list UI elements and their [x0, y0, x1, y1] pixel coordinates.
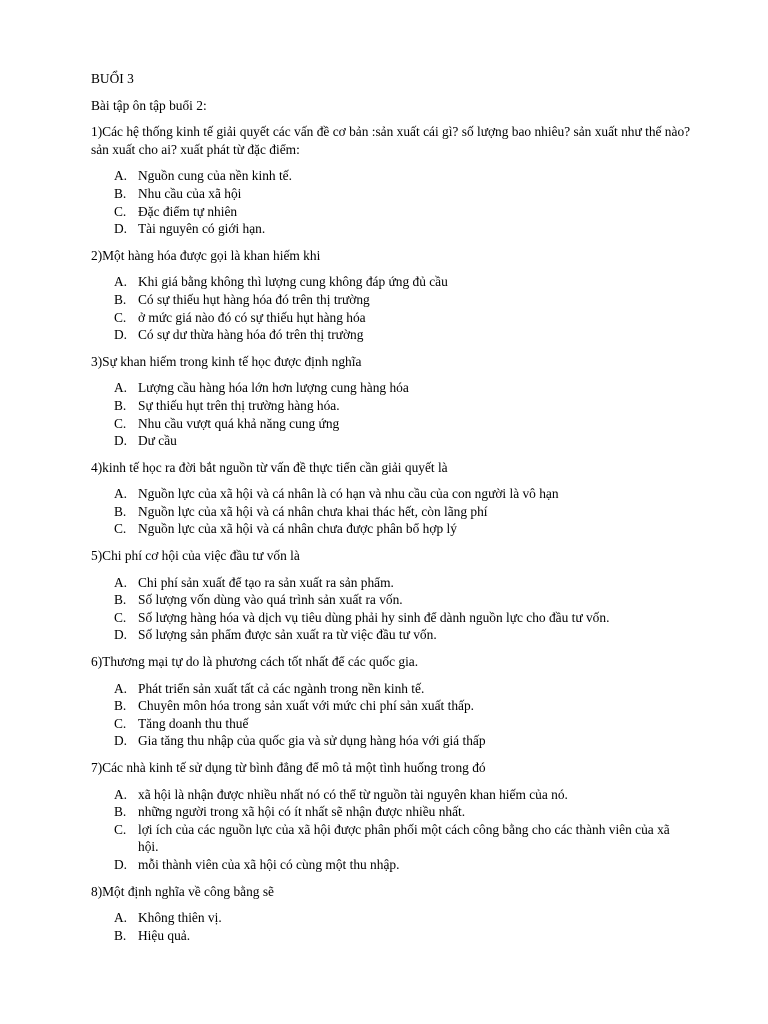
- option-item: [91, 909, 691, 927]
- option-text: những người trong xã hội có ít nhất sẽ nhận được nhiều nhất.: [138, 804, 466, 820]
- option-item: [91, 309, 691, 327]
- option-letter: B.: [114, 927, 127, 943]
- option-item: [91, 291, 691, 309]
- option-letter: C.: [114, 415, 127, 431]
- option-text: Số lượng hàng hóa và dịch vụ tiêu dùng phải hy sinh để dành nguồn lực cho đầu tư vốn.: [138, 609, 610, 625]
- option-list: [91, 786, 691, 874]
- option-letter: A.: [114, 168, 128, 184]
- option-text: Chi phí sản xuất để tạo ra sản xuất ra sản phẩm.: [138, 574, 394, 590]
- option-text: Gia tăng thu nhập của quốc gia và sử dụng hàng hóa với giá thấp: [138, 733, 486, 749]
- option-letter: D.: [114, 627, 128, 643]
- option-text: Tài nguyên có giới hạn.: [138, 221, 266, 237]
- option-item: [91, 697, 691, 715]
- option-letter: C.: [114, 203, 127, 219]
- question-8: 8)Một định nghĩa về công bằng sẽ: [91, 883, 274, 899]
- option-item: [91, 326, 691, 344]
- option-list: [91, 273, 691, 343]
- option-letter: C.: [114, 715, 127, 731]
- option-text: Có sự thiếu hụt hàng hóa đó trên thị trường: [138, 291, 370, 307]
- question-2: 2)Một hàng hóa được gọi là khan hiếm khi: [91, 247, 321, 263]
- option-list: [91, 167, 691, 237]
- option-letter: D.: [114, 433, 128, 449]
- question-6: 6)Thương mại tự do là phương cách tốt nhất để các quốc gia.: [91, 654, 419, 670]
- option-text: Nhu cầu của xã hội: [138, 185, 242, 201]
- option-text: xã hội là nhận được nhiều nhất nó có thể từ nguồn tài nguyên khan hiếm của nó.: [138, 786, 568, 802]
- option-item: [91, 520, 691, 538]
- option-item: [91, 485, 691, 503]
- option-item: [91, 397, 691, 415]
- option-item: [91, 503, 691, 521]
- option-letter: C.: [114, 609, 127, 625]
- option-item: [91, 609, 691, 627]
- option-text: mỗi thành viên của xã hội có cùng một thu nhập.: [138, 856, 400, 872]
- option-text: Có sự dư thừa hàng hóa đó trên thị trường: [138, 327, 364, 343]
- option-letter: B.: [114, 592, 127, 608]
- option-letter: B.: [114, 185, 127, 201]
- option-letter: A.: [114, 910, 128, 926]
- option-letter: D.: [114, 733, 128, 749]
- question-list: [91, 123, 691, 944]
- option-item: [91, 821, 691, 856]
- option-item: [91, 574, 691, 592]
- option-letter: A.: [114, 486, 128, 502]
- option-list: [91, 574, 691, 644]
- option-item: [91, 432, 691, 450]
- option-list: [91, 909, 691, 944]
- option-item: [91, 379, 691, 397]
- option-text: Dư cầu: [138, 433, 177, 449]
- option-text: Tăng doanh thu thuế: [138, 715, 249, 731]
- option-text: Số lượng sản phẩm được sản xuất ra từ việc đầu tư vốn.: [138, 627, 437, 643]
- option-item: [91, 856, 691, 874]
- option-letter: A.: [114, 680, 128, 696]
- option-item: [91, 680, 691, 698]
- option-text: Số lượng vốn dùng vào quá trình sản xuất ra vốn.: [138, 592, 403, 608]
- option-letter: C.: [114, 309, 127, 325]
- option-text: Hiệu quả.: [138, 927, 191, 943]
- option-list: [91, 379, 691, 449]
- option-letter: C.: [114, 521, 127, 537]
- option-letter: B.: [114, 698, 127, 714]
- option-text: Nhu cầu vượt quá khả năng cung ứng: [138, 415, 340, 431]
- question-3: 3)Sự khan hiếm trong kinh tế học được định nghĩa: [91, 353, 362, 369]
- document-page: [91, 70, 691, 953]
- option-text: Lượng cầu hàng hóa lớn hơn lượng cung hàng hóa: [138, 380, 409, 396]
- option-text: Nguồn lực của xã hội và cá nhân là có hạn và nhu cầu của con người là vô hạn: [138, 486, 559, 502]
- option-letter: D.: [114, 221, 128, 237]
- option-item: [91, 927, 691, 945]
- option-item: [91, 167, 691, 185]
- option-letter: B.: [114, 397, 127, 413]
- option-list: [91, 485, 691, 538]
- option-text: lợi ích của các nguồn lực của xã hội được phân phối một cách công bằng cho các thành viên của xã hội.: [138, 821, 670, 855]
- question-5: 5)Chi phí cơ hội của việc đầu tư vốn là: [91, 548, 300, 564]
- option-text: Khi giá bằng không thì lượng cung không đáp ứng đủ cầu: [138, 274, 448, 290]
- option-item: [91, 626, 691, 644]
- document-title: BUỔI 3: [91, 71, 134, 86]
- option-text: Sự thiếu hụt trên thị trường hàng hóa.: [138, 397, 340, 413]
- option-text: Chuyên môn hóa trong sản xuất với mức chi phí sản xuất thấp.: [138, 698, 475, 714]
- option-item: [91, 273, 691, 291]
- option-letter: B.: [114, 804, 127, 820]
- option-item: [91, 203, 691, 221]
- option-item: [91, 732, 691, 750]
- option-item: [91, 415, 691, 433]
- option-text: Nguồn lực của xã hội và cá nhân chưa được phân bổ hợp lý: [138, 521, 457, 537]
- option-text: Nguồn lực của xã hội và cá nhân chưa khai thác hết, còn lãng phí: [138, 503, 488, 519]
- question-1: 1)Các hệ thống kinh tế giải quyết các vấn đề cơ bản :sản xuất cái gì? số lượng bao nhiêu? sản xuất như thế nào? sản xuất cho ai? xuất phát từ đặc điểm:: [91, 124, 691, 157]
- option-letter: B.: [114, 503, 127, 519]
- option-item: [91, 803, 691, 821]
- option-letter: A.: [114, 274, 128, 290]
- option-item: [91, 185, 691, 203]
- option-text: Đặc điểm tự nhiên: [138, 203, 238, 219]
- option-text: Không thiên vị.: [138, 910, 222, 926]
- option-item: [91, 220, 691, 238]
- option-letter: D.: [114, 327, 128, 343]
- option-item: [91, 715, 691, 733]
- question-4: 4)kinh tế học ra đời bắt nguồn từ vấn đề thực tiển cần giải quyết là: [91, 459, 448, 475]
- option-text: Phát triển sản xuất tất cả các ngành trong nền kinh tế.: [138, 680, 425, 696]
- option-text: Nguồn cung của nền kinh tế.: [138, 168, 292, 184]
- option-letter: D.: [114, 856, 128, 872]
- option-item: [91, 591, 691, 609]
- option-text: ở mức giá nào đó có sự thiếu hụt hàng hóa: [138, 309, 366, 325]
- option-letter: A.: [114, 574, 128, 590]
- option-item: [91, 786, 691, 804]
- option-letter: A.: [114, 786, 128, 802]
- option-letter: B.: [114, 291, 127, 307]
- document-subtitle: Bài tập ôn tập buổi 2:: [91, 97, 207, 113]
- question-7: 7)Các nhà kinh tế sử dụng từ bình đẳng để mô tả một tình huống trong đó: [91, 760, 486, 775]
- option-letter: A.: [114, 380, 128, 396]
- option-letter: C.: [114, 821, 127, 837]
- option-list: [91, 680, 691, 750]
